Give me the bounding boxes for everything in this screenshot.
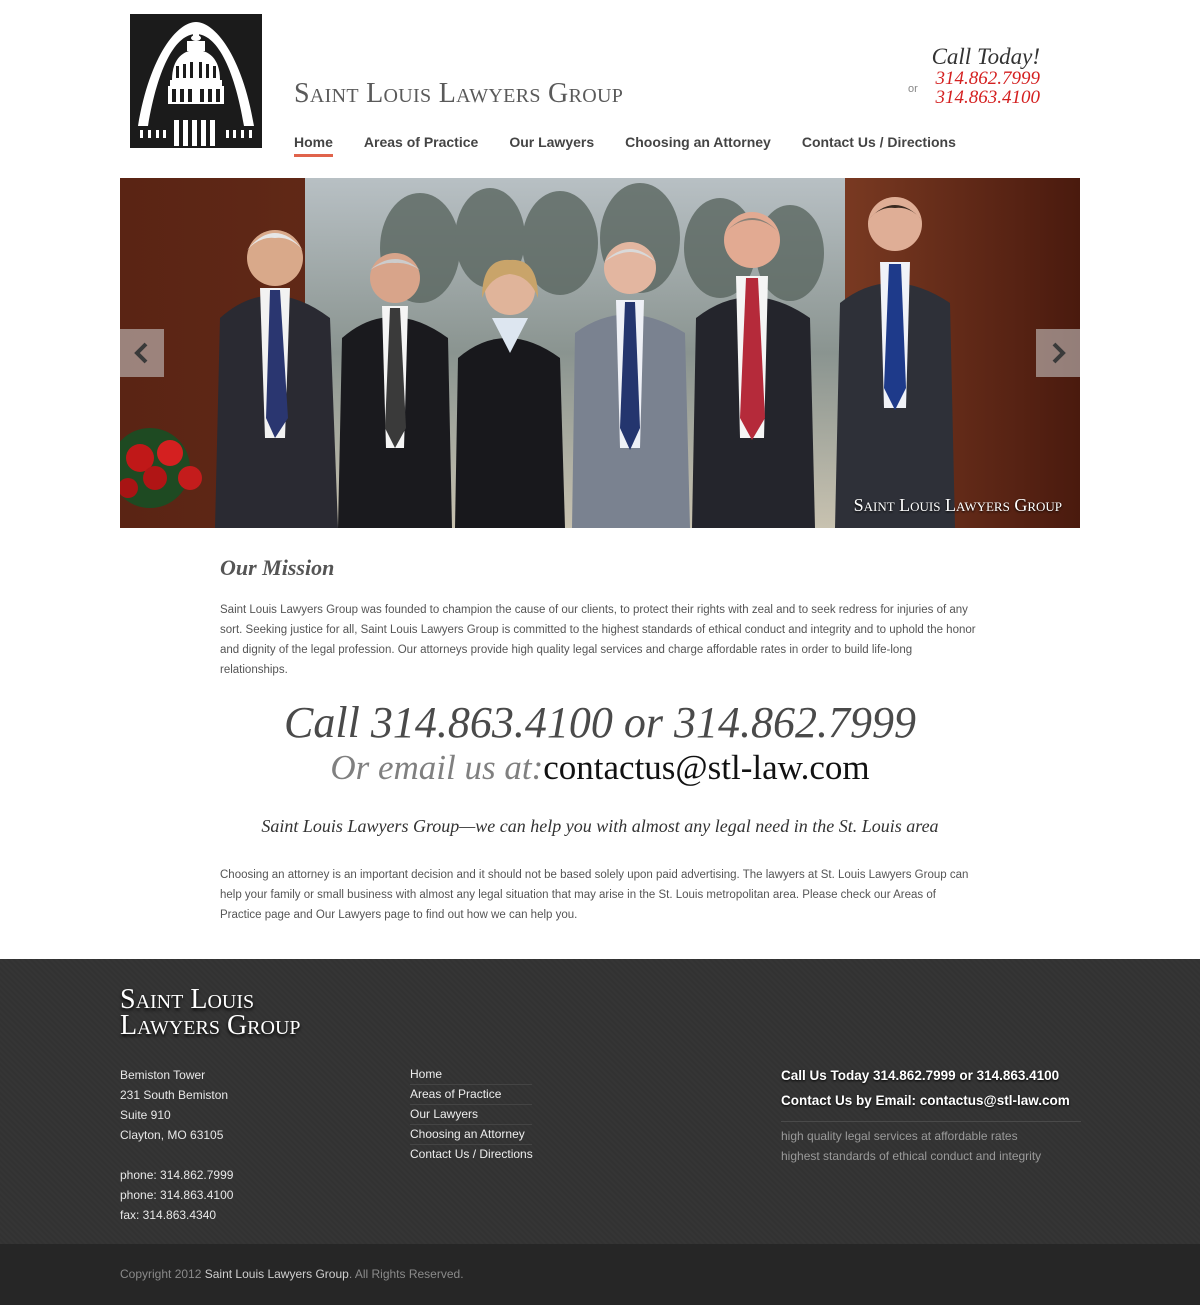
address-line: Bemiston Tower <box>120 1068 206 1082</box>
email-headline <box>0 748 1200 788</box>
footer-link-choosing-an-attorney[interactable]: Choosing an Attorney <box>410 1125 532 1145</box>
footer-link-our-lawyers[interactable]: Our Lawyers <box>410 1105 532 1125</box>
nav-item-choosing-an-attorney[interactable]: Choosing an Attorney <box>625 134 771 150</box>
copyright-company[interactable]: Saint Louis Lawyers Group <box>204 1267 349 1281</box>
slider-prev-button[interactable] <box>120 329 164 377</box>
footer-logo-line2: Lawyers Group <box>120 1010 301 1041</box>
nav-item-contact-us[interactable]: Contact Us / Directions <box>801 134 956 150</box>
address-line: Clayton, MO 63105 <box>120 1128 224 1142</box>
footer-call-line: Call Us Today 314.862.7999 or 314.863.4100 <box>781 1068 1060 1083</box>
tagline: Saint Louis Lawyers Group—we can help you with almost any legal need in the St. Louis area <box>261 816 939 836</box>
footer-link-areas-of-practice[interactable]: Areas of Practice <box>410 1085 532 1105</box>
chevron-left-icon <box>132 341 152 365</box>
footer-links <box>410 1065 532 1164</box>
footer-link-home[interactable]: Home <box>410 1065 532 1085</box>
chevron-right-icon <box>1048 341 1068 365</box>
footer-logo[interactable] <box>120 984 301 1041</box>
call-today-heading: Call Today! <box>931 44 1040 69</box>
mission-heading: Our Mission <box>220 555 335 580</box>
footer-logo-line1: Saint Louis <box>120 984 255 1015</box>
header-phone-1[interactable]: 314.862.7999 <box>935 68 1040 89</box>
slider-next-button[interactable] <box>1036 329 1080 377</box>
footer-link-contact-us[interactable]: Contact Us / Directions <box>410 1147 533 1161</box>
email-prefix: Or email us at: <box>330 748 544 787</box>
address-line: 231 South Bemiston <box>120 1088 229 1102</box>
call-today-block <box>932 45 1040 107</box>
slider-caption: Saint Louis Lawyers Group <box>853 495 1062 515</box>
logo[interactable] <box>130 14 262 148</box>
hero-slider <box>120 178 1080 528</box>
header-phone-2[interactable]: 314.863.4100 <box>935 87 1040 108</box>
email-link[interactable]: contactus@stl-law.com <box>543 748 870 787</box>
slider-photo <box>120 178 1080 528</box>
divider <box>781 1121 1081 1122</box>
copyright-bar <box>0 1244 1200 1305</box>
footer <box>0 959 1200 1244</box>
copyright-suffix: . All Rights Reserved. <box>348 1267 464 1281</box>
call-headline: Call 314.863.4100 or 314.862.7999 <box>284 698 916 747</box>
footer-slogan-1: high quality legal services at affordable rates <box>781 1129 1018 1143</box>
footer-email-line[interactable]: Contact Us by Email: contactus@stl-law.com <box>781 1093 1070 1108</box>
mission-paragraph: Saint Louis Lawyers Group was founded to champion the cause of our clients, to protect their rights with zeal and to seek redress for injuries of any sort. Seeking justice for all, Saint Louis Lawyers Group is committed to the highest standards of ethical conduct and integrity and to uphold the honor and dignity of the legal profession. Our attorneys provide high quality legal services and charge affordable rates in order to build life-long relationships. <box>220 604 976 676</box>
footer-phone-1: phone: 314.862.7999 <box>120 1168 234 1182</box>
site-title[interactable]: Saint Louis Lawyers Group <box>294 78 624 109</box>
footer-fax: fax: 314.863.4340 <box>120 1208 217 1222</box>
footer-address <box>120 1065 233 1225</box>
copyright-text <box>120 1267 464 1281</box>
footer-contact <box>781 1063 1081 1166</box>
main-nav <box>294 134 956 156</box>
nav-item-areas-of-practice[interactable]: Areas of Practice <box>363 134 479 150</box>
footer-slogan-2: highest standards of ethical conduct and integrity <box>781 1149 1042 1163</box>
nav-item-our-lawyers[interactable]: Our Lawyers <box>509 134 595 150</box>
copyright-prefix: Copyright 2012 <box>120 1267 205 1281</box>
call-or-label: or <box>908 83 918 95</box>
address-line: Suite 910 <box>120 1108 171 1122</box>
footer-phone-2: phone: 314.863.4100 <box>120 1188 234 1202</box>
nav-item-home[interactable]: Home <box>294 134 333 156</box>
choosing-paragraph: Choosing an attorney is an important decision and it should not be based solely upon paid advertising. The lawyers at St. Louis Lawyers Group can help your family or small business with almost any legal situation that may arise in the St. Louis metropolitan area. Please check our Areas of Practice page and Our Lawyers page to find out how we can help you. <box>220 869 969 921</box>
